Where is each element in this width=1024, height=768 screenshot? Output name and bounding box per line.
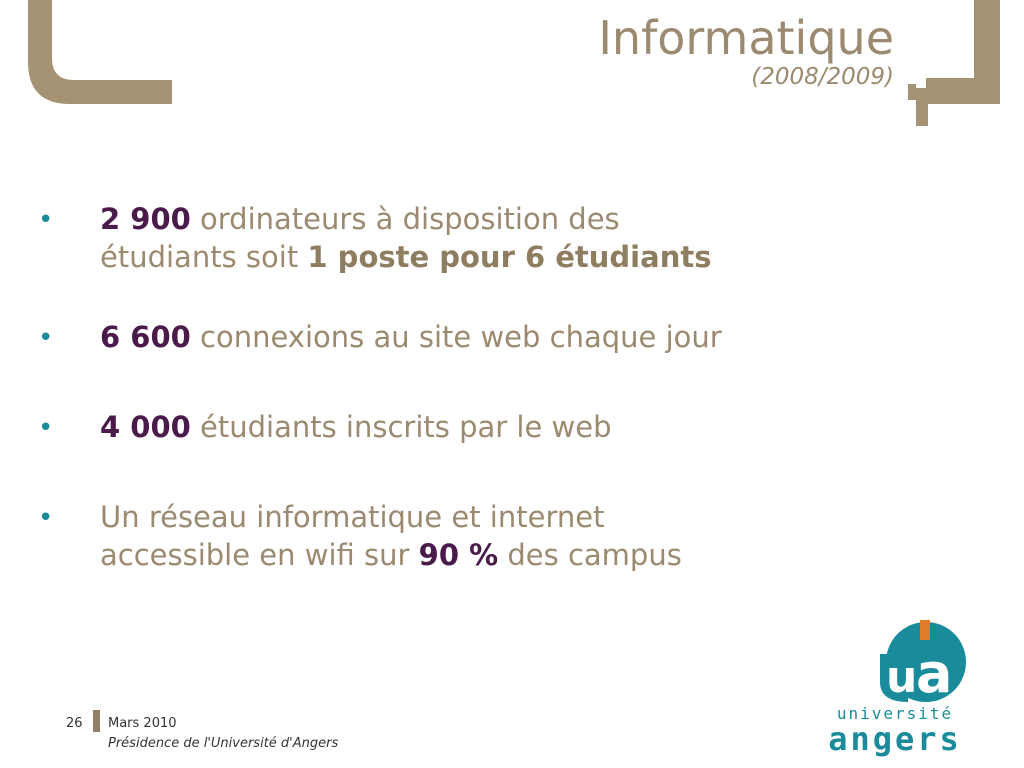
bullet-dot-icon: • (38, 413, 54, 443)
logo-wordmark-line1: université (836, 704, 954, 723)
footer-divider (93, 710, 100, 732)
bullet-text: des campus (498, 538, 682, 572)
bullet-number: 4 000 (100, 410, 191, 444)
bullet-item (38, 200, 898, 276)
bullet-emphasis: 90 % (418, 538, 499, 572)
bullet-number: 6 600 (100, 320, 191, 354)
bullet-text: accessible en wifi sur (100, 538, 419, 572)
bullet-text: étudiants soit (100, 240, 308, 274)
bullet-list (38, 200, 898, 574)
svg-text:a: a (916, 642, 953, 704)
footer-date: Mars 2010 (108, 716, 177, 731)
corner-bracket-top-right (900, 0, 1024, 130)
bullet-emphasis: 1 poste pour 6 étudiants (307, 240, 712, 274)
slide-subtitle: (2008/2009) (751, 64, 894, 90)
bullet-number: 2 900 (100, 202, 191, 236)
corner-bracket-top-left (0, 0, 180, 110)
bullet-dot-icon: • (38, 503, 54, 533)
footer-organization: Présidence de l'Université d'Angers (108, 736, 339, 751)
university-logo (820, 620, 980, 760)
bullet-text: ordinateurs à disposition des (190, 202, 620, 236)
bullet-item (38, 498, 898, 574)
bullet-item (38, 318, 898, 356)
bullet-dot-icon: • (38, 205, 54, 235)
bullet-item (38, 408, 898, 446)
bullet-dot-icon: • (38, 323, 54, 353)
bullet-text: étudiants inscrits par le web (190, 410, 612, 444)
ua-logo-icon (820, 620, 980, 704)
logo-wordmark-line2: angers (828, 720, 962, 758)
page-number: 26 (66, 716, 83, 731)
bullet-text: Un réseau informatique et internet (100, 500, 605, 534)
svg-text:u: u (886, 652, 918, 703)
slide-title: Informatique (598, 11, 894, 65)
bullet-text: connexions au site web chaque jour (190, 320, 722, 354)
